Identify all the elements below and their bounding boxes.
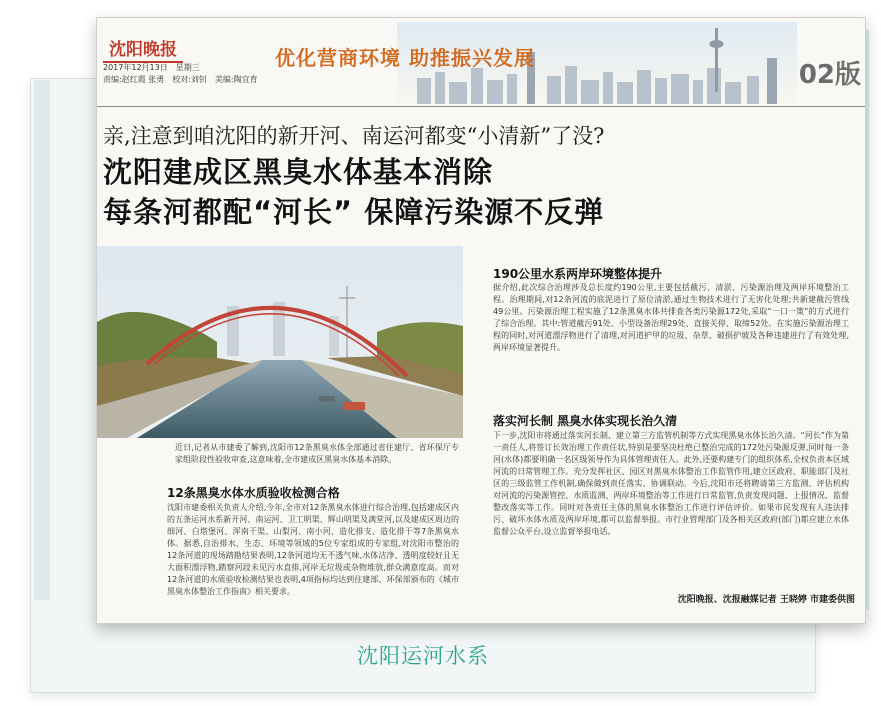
river-photo bbox=[97, 246, 463, 438]
article-byline: 沈阳晚报、沈报融媒记者 王晓婷 市建委供图 bbox=[677, 595, 855, 605]
section1-title: 12条黑臭水体水质验收检测合格 bbox=[167, 486, 340, 500]
newspaper-name: 沈阳晚报 bbox=[103, 34, 183, 63]
header-slogan: 优化营商环境 助推振兴发展 bbox=[275, 46, 535, 70]
section3-title: 落实河长制 黑臭水体实现长治久清 bbox=[493, 414, 678, 428]
header-divider bbox=[97, 106, 865, 107]
newspaper-header bbox=[97, 18, 865, 108]
newspaper-date: 2017年12月13日 星期三 bbox=[103, 63, 200, 72]
article-intro: 近日,记者从市建委了解到,沈阳市12条黑臭水体全部通过省住建厅、省环保厅专家组阶段性验收审查,这意味着,全市建成区黑臭水体基本消除。 bbox=[175, 443, 459, 464]
newspaper-editors: 责编:赵红霞 张勇 校对:刘钊 美编:陶宜育 bbox=[103, 75, 258, 84]
section1-text: 沈阳市建委相关负责人介绍,今年,全市对12条黑臭水体进行综合治理,包括建成区内的五条运河水系新开河、南运河、卫工明渠、辉山明渠及满堂河,以及建成区周边的细河、白塔堡河、浑南干渠、山梨河、南小河、造化排支、造化排干等7条黑臭水体。据悉,自治排水、生态、环境等领域的5位专家组成的专家组,对沈阳市整治的12条河道的现场踏勘结果表明,12条河道均无不透气味,水体洁净、透明度较好且无大面积漂浮物,踏察河段未见污水直排,河岸无垃圾或杂物堆放,群众满意度高。而对12条河道的水质验收检测结果也表明,4项指标均达到住建部、环保部颁布的《城市黑臭水体整治工作指南》相关要求。 bbox=[167, 503, 459, 596]
article-kicker: 亲,注意到咱沈阳的新开河、南运河都变“小清新”了没? bbox=[103, 124, 605, 148]
section2-title: 190公里水系两岸环境整体提升 bbox=[493, 267, 663, 281]
section2-text: 据介绍,此次综合治理涉及总长度约190公里,主要包括截污、清淤、污染源治理及两岸环境整治工程。治理期间,对12条河流的底泥进行了原位清淤,通过生物技术进行了无害化处理;共新建截污管线49公里。污染源治理工程实施了12条黑臭水体共排查各类污染源172处,采取“一口一策”的方式进行了综合治理。其中:管道截污91处、小型设备治理29处、直接关停、取缔52处。在实施污染源治理工程的同时,对河道漂浮物进行了清理,对河道护甲的垃圾、杂草、破损护坡及各种违建进行了有效处理,两岸环境显著提升。 bbox=[493, 283, 849, 352]
edition-number: 02版 bbox=[798, 60, 861, 90]
newspaper-clipping bbox=[96, 17, 866, 624]
article-headline-line1: 沈阳建成区黑臭水体基本消除 bbox=[103, 155, 494, 189]
section3-text: 下一步,沈阳市将通过落实河长制、建立第三方监管机制等方式实现黑臭水体长治久清。“河长”作为第一责任人,将签订长效治理工作责任状,特别是要坚决杜绝已整治完成的172处污染源反弹,同时每一条河(水体)都要明确一名区级领导作为具体管理责任人。此外,还要构建专门的组织体系,全权负责本区域河流的日常管理工作。充分发挥社区、园区对黑臭水体整治工作监管作用,建立区政府、职能部门及社区的三级监管工作机制,确保做到责任落实、协调联动。今后,沈阳市还将聘请第三方监测、评估机构对河流的污染源管控、水质监测、两岸环境整治等工作进行日常监管,负责发现问题、上报情况、监督整改落实等工作。同时对各责任主体的黑臭水体整治工作进行评估评价。如果市民发现有人违法排污、破坏水体水质及两岸环境,都可以监督举报。市行业管理部门及各相关区政府(部门)都应建立水体监督公众平台,设立监督举报电话。 bbox=[493, 431, 849, 536]
background-decor-left bbox=[34, 80, 50, 600]
figure-caption: 沈阳运河水系 bbox=[357, 644, 489, 668]
article-headline-line2: 每条河都配“河长” 保障污染源不反弹 bbox=[103, 195, 605, 229]
